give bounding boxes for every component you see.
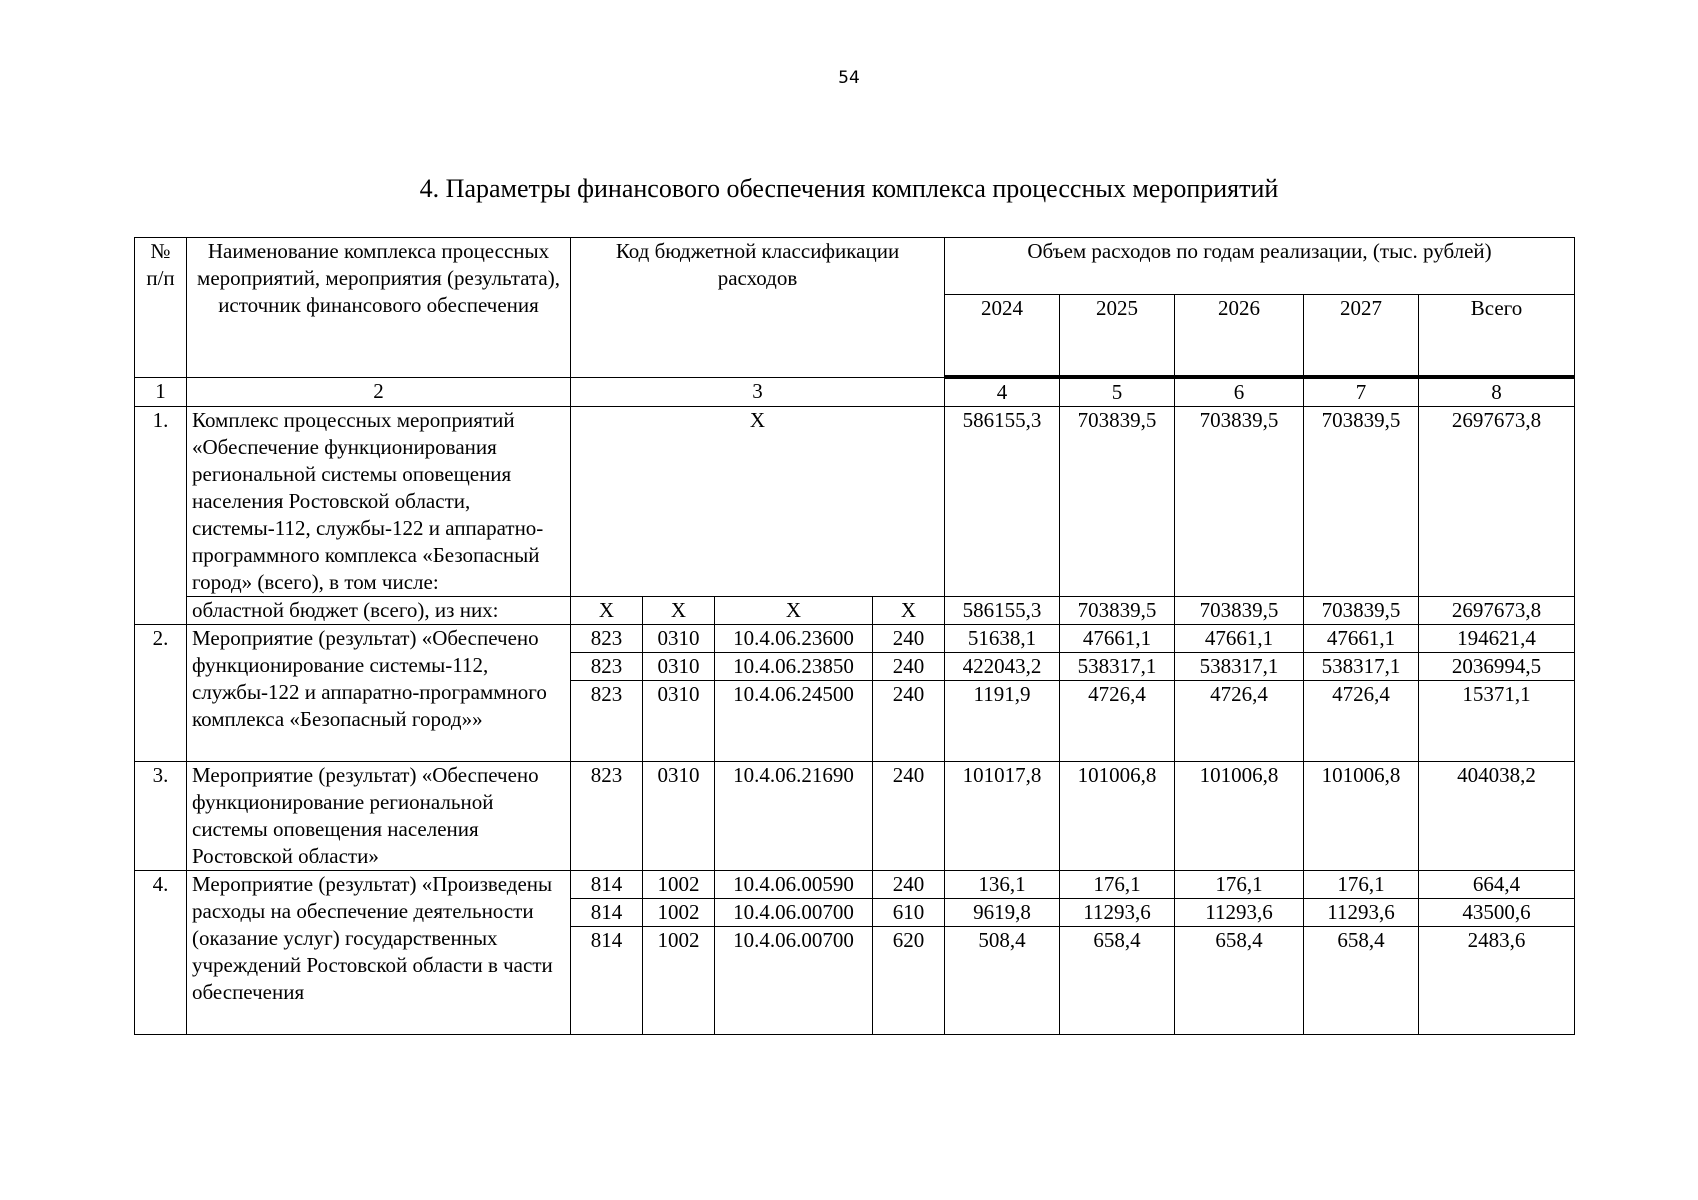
code-section: 0310 (643, 625, 715, 653)
header-total: Всего (1419, 295, 1575, 378)
header-code: Код бюджетной классификации расходов (571, 238, 945, 378)
code-target: 10.4.06.00700 (715, 927, 873, 1035)
header-year-2025: 2025 (1060, 295, 1175, 378)
code-target: 10.4.06.00700 (715, 899, 873, 927)
row-name: Мероприятие (результат) «Обеспечено функционирование региональной системы оповещения населения Ростовской области» (187, 762, 571, 871)
financial-table (134, 237, 1575, 1035)
value-2027: 4726,4 (1304, 681, 1419, 762)
header-name: Наименование комплекса процессных мероприятий, мероприятия (результата), источник финансового обеспечения (187, 238, 571, 378)
colnum-7: 7 (1304, 377, 1419, 407)
table-row (135, 407, 1575, 597)
code-target: 10.4.06.23850 (715, 653, 873, 681)
header-volume: Объем расходов по годам реализации, (тыс. рублей) (945, 238, 1575, 295)
value-2024: 508,4 (945, 927, 1060, 1035)
code-section: 0310 (643, 762, 715, 871)
value-2027: 538317,1 (1304, 653, 1419, 681)
value-2027: 11293,6 (1304, 899, 1419, 927)
value-2026: 176,1 (1175, 871, 1304, 899)
code-gr: 823 (571, 625, 643, 653)
row-name: Комплекс процессных мероприятий «Обеспечение функционирования региональной системы оповещения населения Ростовской области, системы-112, службы-122 и аппаратно-программного комплекса «Безопасный город» (всего), в том числе: (187, 407, 571, 597)
code-type: 620 (873, 927, 945, 1035)
value-total: 2036994,5 (1419, 653, 1575, 681)
value-total: 2483,6 (1419, 927, 1575, 1035)
code-gr: Х (571, 597, 643, 625)
table-row (135, 597, 1575, 625)
column-numbers-row (135, 377, 1575, 407)
code-type: 610 (873, 899, 945, 927)
value-2025: 703839,5 (1060, 407, 1175, 597)
value-2025: 11293,6 (1060, 899, 1175, 927)
value-2027: 703839,5 (1304, 597, 1419, 625)
value-total: 15371,1 (1419, 681, 1575, 762)
page-number: 54 (838, 68, 860, 88)
document-title: 4. Параметры финансового обеспечения комплекса процессных мероприятий (419, 174, 1279, 203)
value-2024: 586155,3 (945, 597, 1060, 625)
value-2027: 101006,8 (1304, 762, 1419, 871)
code-gr: 814 (571, 899, 643, 927)
colnum-5: 5 (1060, 377, 1175, 407)
value-2026: 11293,6 (1175, 899, 1304, 927)
value-2026: 4726,4 (1175, 681, 1304, 762)
row-name: областной бюджет (всего), из них: (187, 597, 571, 625)
table-row (135, 871, 1575, 899)
colnum-3: 3 (571, 377, 945, 407)
code-target: 10.4.06.21690 (715, 762, 873, 871)
value-2027: 176,1 (1304, 871, 1419, 899)
row-name: Мероприятие (результат) «Произведены расходы на обеспечение деятельности (оказание услуг) государственных учреждений Ростовской области в части обеспечения (187, 871, 571, 1035)
row-number: 3. (135, 762, 187, 871)
code-section: Х (643, 597, 715, 625)
row-number: 4. (135, 871, 187, 1035)
value-2024: 1191,9 (945, 681, 1060, 762)
code-gr: 823 (571, 762, 643, 871)
code-section: 1002 (643, 927, 715, 1035)
code-target: 10.4.06.00590 (715, 871, 873, 899)
colnum-2: 2 (187, 377, 571, 407)
value-2026: 101006,8 (1175, 762, 1304, 871)
header-year-2026: 2026 (1175, 295, 1304, 378)
code-section: 1002 (643, 899, 715, 927)
code-type: 240 (873, 871, 945, 899)
code-section: 1002 (643, 871, 715, 899)
value-total: 664,4 (1419, 871, 1575, 899)
value-2025: 176,1 (1060, 871, 1175, 899)
row-number: 2. (135, 625, 187, 762)
row-code: Х (571, 407, 945, 597)
value-2025: 658,4 (1060, 927, 1175, 1035)
table-row (135, 625, 1575, 653)
value-2024: 422043,2 (945, 653, 1060, 681)
code-type: 240 (873, 681, 945, 762)
header-num: № п/п (135, 238, 187, 378)
value-2027: 658,4 (1304, 927, 1419, 1035)
value-2024: 51638,1 (945, 625, 1060, 653)
value-2026: 47661,1 (1175, 625, 1304, 653)
value-total: 2697673,8 (1419, 407, 1575, 597)
value-2026: 703839,5 (1175, 597, 1304, 625)
value-total: 43500,6 (1419, 899, 1575, 927)
value-2026: 658,4 (1175, 927, 1304, 1035)
code-gr: 823 (571, 681, 643, 762)
value-total: 194621,4 (1419, 625, 1575, 653)
value-2025: 4726,4 (1060, 681, 1175, 762)
code-gr: 823 (571, 653, 643, 681)
colnum-8: 8 (1419, 377, 1575, 407)
code-section: 0310 (643, 681, 715, 762)
code-type: 240 (873, 762, 945, 871)
value-2024: 586155,3 (945, 407, 1060, 597)
value-total: 2697673,8 (1419, 597, 1575, 625)
colnum-4: 4 (945, 377, 1060, 407)
value-2025: 538317,1 (1060, 653, 1175, 681)
value-2024: 136,1 (945, 871, 1060, 899)
value-2025: 101006,8 (1060, 762, 1175, 871)
row-name: Мероприятие (результат) «Обеспечено функционирование системы-112, службы-122 и аппаратно-программного комплекса «Безопасный город»» (187, 625, 571, 762)
code-gr: 814 (571, 927, 643, 1035)
colnum-6: 6 (1175, 377, 1304, 407)
code-type: 240 (873, 625, 945, 653)
value-2024: 101017,8 (945, 762, 1060, 871)
colnum-1: 1 (135, 377, 187, 407)
row-number: 1. (135, 407, 187, 625)
header-year-2027: 2027 (1304, 295, 1419, 378)
code-target: 10.4.06.23600 (715, 625, 873, 653)
header-year-2024: 2024 (945, 295, 1060, 378)
code-target: Х (715, 597, 873, 625)
table-header-row (135, 238, 1575, 295)
value-2024: 9619,8 (945, 899, 1060, 927)
value-2027: 703839,5 (1304, 407, 1419, 597)
code-type: Х (873, 597, 945, 625)
code-section: 0310 (643, 653, 715, 681)
value-2025: 703839,5 (1060, 597, 1175, 625)
value-2026: 538317,1 (1175, 653, 1304, 681)
table-row (135, 762, 1575, 871)
code-target: 10.4.06.24500 (715, 681, 873, 762)
value-total: 404038,2 (1419, 762, 1575, 871)
value-2026: 703839,5 (1175, 407, 1304, 597)
code-gr: 814 (571, 871, 643, 899)
value-2025: 47661,1 (1060, 625, 1175, 653)
code-type: 240 (873, 653, 945, 681)
value-2027: 47661,1 (1304, 625, 1419, 653)
